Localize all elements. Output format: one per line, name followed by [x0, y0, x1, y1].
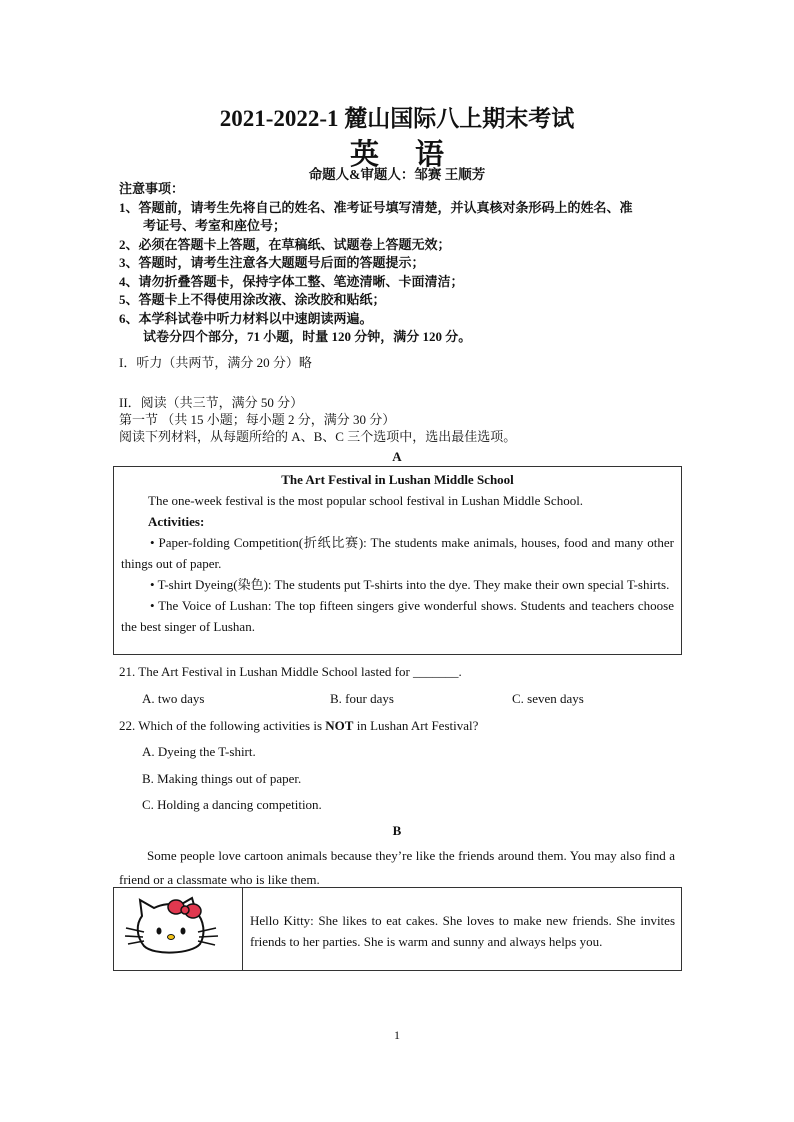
character-table	[113, 887, 682, 971]
passage-b-intro: Some people love cartoon animals because they’re like the friends around them. You may also find a friend or a classmate who is like them.	[119, 848, 675, 887]
passage-a-label: A	[392, 449, 402, 464]
passage-a-box	[113, 466, 682, 655]
listening-section: I．听力（共两节，满分 20 分）略	[119, 355, 312, 370]
hello-kitty-icon	[114, 888, 242, 970]
note-item: 2、必须在答题卡上答题，在草稿纸、试题卷上答题无效；	[119, 236, 451, 252]
exam-subject: 英语	[349, 139, 480, 171]
question-22-option-b: B. Making things out of paper.	[142, 771, 302, 786]
question-22-stem	[119, 718, 478, 734]
question-22-option-a: A. Dyeing the T-shirt.	[142, 744, 256, 759]
note-item: 3、答题时，请考生注意各大题题号后面的答题提示；	[119, 255, 425, 270]
activity-item: • T-shirt Dyeing(染色): The students put T-shirts into the dye. They make their own special T-shirts.	[150, 577, 670, 592]
passage-a-title: The Art Festival in Lushan Middle School	[281, 472, 514, 487]
reading-section: II．阅读（共三节，满分 50 分）	[119, 395, 304, 410]
note-item: 1、答题前，请考生先将自己的姓名、准考证号填写清楚，并认真核对条形码上的姓名、准	[119, 199, 633, 215]
passage-b-label: B	[392, 823, 402, 838]
exam-title: 2021-2022-1 麓山国际八上期末考试	[219, 106, 575, 131]
note-item: 5、答题卡上不得使用涂改液、涂改胶和贴纸；	[119, 292, 386, 307]
part-one-heading: 第一节 （共 15 小题；每小题 2 分，满分 30 分）	[119, 412, 396, 427]
note-item: 4、请勿折叠答题卡，保持字体工整、笔迹清晰、卡面清洁；	[119, 273, 464, 289]
notes-block	[119, 180, 699, 347]
notes-heading: 注意事项：	[119, 181, 185, 196]
question-21-stem: 21. The Art Festival in Lushan Middle School lasted for _______.	[119, 664, 462, 679]
reading-instructions: 阅读下列材料，从每题所给的 A、B、C 三个选项中，选出最佳选项。	[119, 429, 517, 444]
note-item: 考证号、考室和座位号；	[143, 218, 287, 233]
question-22-stem-start: 22. Which of the following activities is	[119, 718, 326, 733]
question-22-option-c: C. Holding a dancing competition.	[142, 797, 322, 812]
activity-item: • Paper-folding Competition(折纸比赛): The students make animals, houses, food and many other things out of paper.	[121, 535, 674, 571]
question-22-emphasis: NOT	[325, 718, 354, 733]
question-21-option-c: C. seven days	[512, 691, 584, 706]
activity-item: • The Voice of Lushan: The top fifteen singers give wonderful shows. Students and teachers choose the best singer of Lushan.	[121, 598, 674, 634]
hello-kitty-description: Hello Kitty: She likes to eat cakes. She loves to make new friends. She invites friends to her parties. She is warm and sunny and always helps you.	[250, 913, 675, 949]
page-number: 1	[394, 1028, 400, 1042]
note-item: 6、本学科试卷中听力材料以中速朗读两遍。	[119, 310, 373, 326]
character-image-cell	[114, 888, 243, 970]
question-22-stem-end: in Lushan Art Festival?	[353, 718, 479, 733]
exam-authors: 命题人&审题人：邹赛 王顺芳	[308, 167, 486, 182]
passage-a-intro: The one-week festival is the most popular school festival in Lushan Middle School.	[148, 493, 584, 508]
question-21-option-b: B. four days	[330, 691, 394, 706]
activities-label: Activities:	[148, 514, 205, 529]
note-item: 试卷分四个部分，71 小题，时量 120 分钟，满分 120 分。	[143, 329, 472, 344]
question-21-option-a: A. two days	[142, 691, 205, 706]
